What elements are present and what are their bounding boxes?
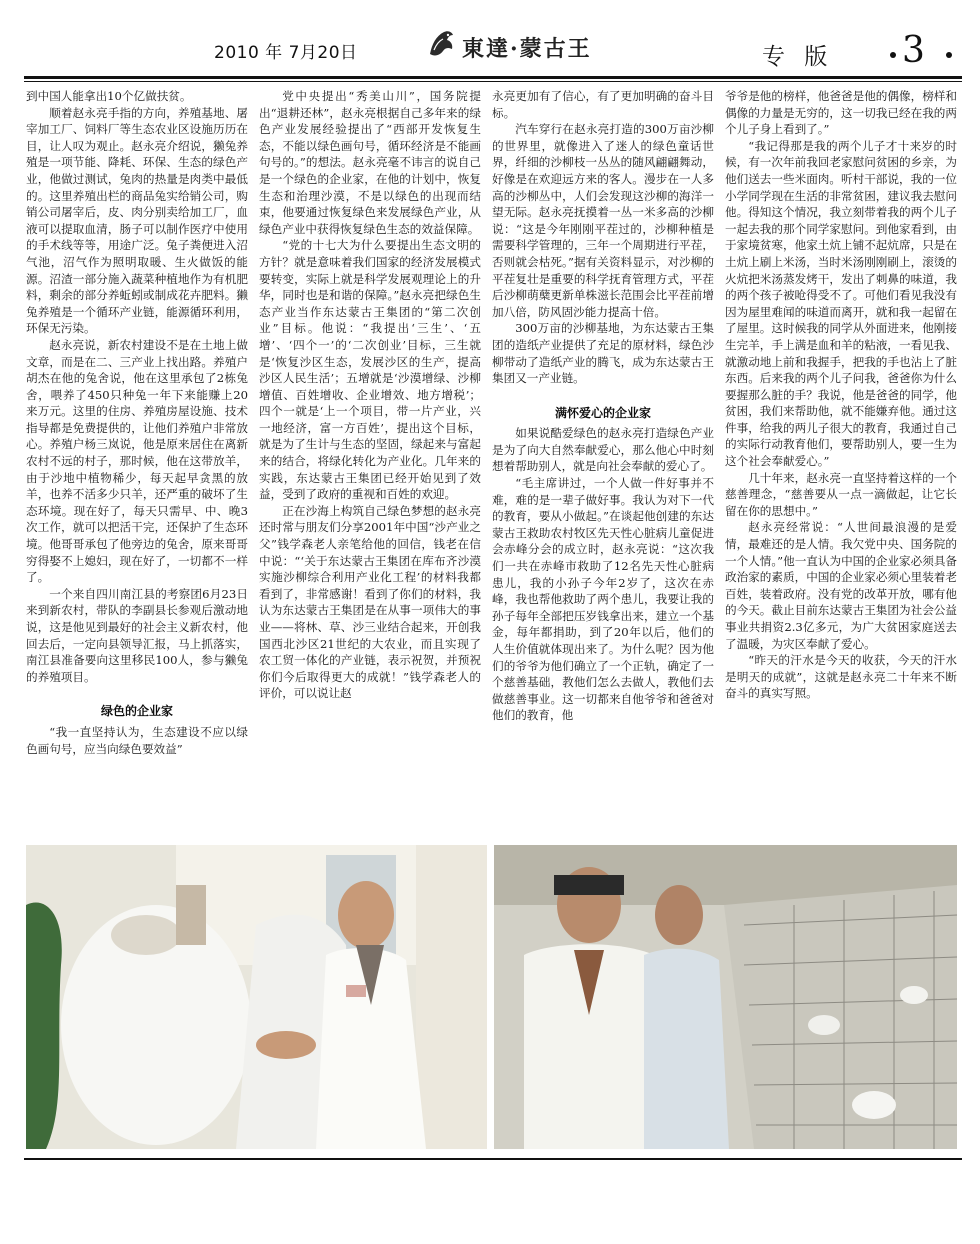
paragraph: 一个来自四川南江县的考察团6月23日来到新农村，带队的李副县长参观后激动地说，这是他见到最好的社会主义新农村，他回去后，一定向县领导汇报，马上抓落实，南江县准备要向这里移民100人，参与獭兔的养殖项目。 [26,586,248,684]
paragraph: 300万亩的沙柳基地，为东达蒙古王集团的造纸产业提供了充足的原材料，绿色沙柳带动了造纸产业的腾飞，成为东达蒙古王集团又一产业链。 [492,321,714,386]
paragraph: 赵永亮经常说：“人世间最浪漫的是爱情，最难还的是人情。我欠党中央、国务院的一个人情。”他一直认为中国的企业家必须具备政治家的素质，中国的企业家必须心里装着老百姓，装着政府。没有党的改革开放，哪有他的今天。截止目前东达蒙古王集团为社会公益事业共捐资2.3亿多元，为广大贫困家庭送去了温暖，为灾区奉献了爱心。 [725,520,957,651]
paragraph: 党中央提出“秀美山川”，国务院提出“退耕还林”，赵永亮根据自己多年来的绿色产业发展经验提出了“西部开发恢复生态，不能以绿色画句号，循环经济是不能画句号的。”的想法。赵永亮毫不讳言的说自己是一个绿色的企业家，在他的计划中，恢复生态和治理沙漠，不是以绿色的出现而结束，他要通过恢复绿色来发展绿色产业，从绿色产业中获得恢复绿色生态的效益保障。 [259,89,481,236]
paragraph: “我记得那是我的两个儿子才十来岁的时候，有一次年前我回老家慰问贫困的乡亲，为他们送去一些米面肉。听村干部说，我的一位小学同学现在生活的非常贫困，建议我去慰问他。得知这个情况，我立刻带着我的两个儿子一起去我的那个同学家慰问。到他家看到，由于家境贫寒，他家土炕上铺不起炕席，只是在土炕上刷上米汤，当时米汤刚刚刷上，滚烫的火炕把米汤蒸发烤干，发出了刺鼻的味道，我的两个孩子被呛得受不了。可他们看见我没有因为屋里难闻的味道而离开，就和我一起留在了屋里。这时候我的同学从外面进来，他刚接生完羊，手上满是血和羊的粘液，一看见我、就激动地上前和我握手，把我的手也沾上了脏东西。后来我的两个儿子问我，爸爸你为什么要握那么脏的手？我说，他是爸爸的同学，他贫困，我们来帮助他，就不能嫌弃他。通过这件事，给我的两儿子很大的教育，我通过自己的实际行动教育他们，要帮助别人，要一生为这个社会奉献爱心。” [725,138,957,469]
article-body [26,88,960,826]
paragraph: 如果说酷爱绿色的赵永亮打造绿色产业是为了向大自然奉献爱心，那么他心中时刻想着帮助别人，就是向社会奉献的爱心了。 [492,426,714,474]
column-1 [26,88,248,826]
paragraph: 爷爷是他的榜样，他爸爸是他的偶像，榜样和偶像的力量是无穷的，这一切我已经在我的两个儿子身上看到了。” [725,89,957,137]
paragraph: 正在沙海上构筑自己绿色梦想的赵永亮还时常与朋友们分享2001年中国“沙产业之父”钱学森老人亲笔给他的回信，钱老在信中说：“‘关于东达蒙古王集团在库布齐沙漠实施沙柳综合利用产业化工程’的材料我都看到了，非常感谢！看到了你们的材料，我认为东达蒙古王集团是在从事一项伟大的事业——将林、草、沙三业结合起来，开创我国西北沙区21世纪的大农业，而且实现了农工贸一体化的产业链，表示祝贺，并预祝你们今后取得更大的成就！”钱学森老人的评价，可以说让赵 [259,503,481,701]
paragraph: 汽车穿行在赵永亮打造的300万亩沙柳的世界里，就像进入了迷人的绿色童话世界，纤细的沙柳枝一丛丛的随风翩翩舞动，好像是在欢迎远方来的客人。漫步在一人多高的沙柳丛中，人们会发现这沙柳的海洋一望无际。赵永亮抚摸着一丛一米多高的沙柳说：“这是今年刚刚平茬过的，沙柳种植是需要科学管理的，三年一个周期进行平茬，否则就会枯死。”据有关资料显示，对沙柳的平茬复壮是重要的科学抚育管理方式，平茬后沙柳萌蘖更新单株滋长范围会比平茬前增加八倍，防风固沙能力提高十倍。 [492,122,714,319]
paragraph: 永亮更加有了信心，有了更加明确的奋斗目标。 [492,89,714,120]
header-rule-thick [24,76,962,79]
section-label: 专 版 [762,44,834,70]
subheading-green-entrepreneur: 绿色的企业家 [100,704,173,719]
paragraph: “我一直坚持认为，生态建设不应以绿色画句号，应当向绿色要效益” [26,724,248,756]
column-3 [492,88,714,826]
photo-fur-garment-showroom-image [26,845,487,1149]
photo-rabbit-farm-inspection-image [494,845,957,1149]
header-rule-thin [24,81,962,82]
column-4 [725,88,957,826]
paragraph: 几十年来，赵永亮一直坚持着这样的一个慈善理念，“慈善要从一点一滴做起，让它长留在你的思想中。” [725,470,957,518]
paragraph: “党的十七大为什么要提出生态文明的方针？就是意味着我们国家的经济发展模式要转变，实际上就是科学发展观理论上的升华，同时也是和谐的保障。”赵永亮把绿色生态产业当作东达蒙古王集团的“第二次创业”目标。他说：“我提出‘三生’、‘五增’、‘四个一’的‘二次创业’目标，三生就是‘恢复沙区生态，发展沙区的生产，提高沙区人民生活’；五增就是‘沙漠增绿、沙柳增值、百姓增收、企业增效、地方增税’；四个一就是‘上一个项目，带一片产业，兴一地经济，富一方百姓’，提出这个目标，就是为了生计与生态的坚固，绿起来与富起来的结合，将绿化转化为产业化。几年来的实践，东达蒙古王集团已经开始见到了效益，受到了政府的重视和百姓的欢迎。 [259,238,481,502]
photo-rabbit-farm-inspection [494,845,957,1149]
paragraph: “毛主席讲过，一个人做一件好事并不难，难的是一辈子做好事。我认为对下一代的教育，要从小做起。”在谈起他创建的东达蒙古王救助农村牧区先天性心脏病儿童促进会赤峰分会的成立时，赵永亮说：“这次我们一共在赤峰市救助了12名先天性心脏病患儿，我的小孙子今年2岁了，这次在赤峰，我也帮他救助了两个患儿，我要让我的孙子每年全部把压岁钱拿出来，建立一个基金，每年都捐助，到了20年以后，他们的人生价值就体现出来了。为什么呢？因为他们的爷爷为他们确立了一个正轨，确定了一个慈善基础，教他们怎么去做人，教他们去做慈善事业。这一切都来自他爷爷和爸爸对他们的教育，他 [492,476,714,723]
page-header [0,0,980,80]
column-2 [259,88,481,826]
newspaper-title: 東達·蒙古王 [462,36,592,62]
page-dot-left [890,52,896,58]
footer-rule [24,1158,962,1160]
issue-date: 2010 年 7月20日 [214,43,358,63]
mongol-horse-logo-icon [426,26,456,60]
photo-fur-garment-showroom [26,845,487,1149]
paragraph: 顺着赵永亮手指的方向，养殖基地、屠宰加工厂、饲料厂等生态农业区设施历历在目，让人叹为观止。赵永亮介绍说，獭兔养殖是一项节能、降耗、环保、生态的绿色产业，他做过测试，兔肉的热量是肉类中最低的。这里养殖出栏的商品兔实给销公司，购销公司屠宰后，皮、肉分别卖给加工厂，血液可以提取血清，肠子可以制作医疗中使用的手术线等等，用途广泛。兔子粪便进入沼气池，沼气作为照明取暖、生火做饭的能源。沼渣一部分施入蔬菜种植地作为有机肥料，剩余的部分养蚯蚓或制成花卉肥料。獭兔养殖是一个循环产业链，能源循环利用，环保无污染。 [26,105,248,336]
subheading-caring-entrepreneur: 满怀爱心的企业家 [554,405,651,420]
paragraph: 到中国人能拿出10个亿做扶贫。 [26,89,192,103]
page-dot-right [946,52,952,58]
page-number: 3 [902,30,925,71]
paragraph: 赵永亮说，新农村建设不是在土地上做文章，而是在二、三产业上找出路。养殖户胡杰在他的兔舍说，他在这里承包了2栋兔舍，喂养了450只种兔一年下来能赚上20来万元。这里的住房、养殖房屋设施、技术指导都是免费提供的，让他们养殖户非常放心。养殖户杨三岚说，他是原来居住在离新农村不远的村子，那时候，他在这带放羊，由于沙地中植物稀少，每天起早贪黑的放羊，也养不活多少只羊，还严重的破坏了生态环境。现在好了，每天只需早、中、晚3次工作，就可以把活干完，还保护了生态环境。他哥哥承包了他旁边的兔舍，原来哥哥穷得娶不上媳妇，现在好了，一切都不一样了。 [26,337,248,585]
paragraph: “昨天的汗水是今天的收获，今天的汗水是明天的成就”，这就是赵永亮二十年来不断奋斗的真实写照。 [725,653,957,701]
